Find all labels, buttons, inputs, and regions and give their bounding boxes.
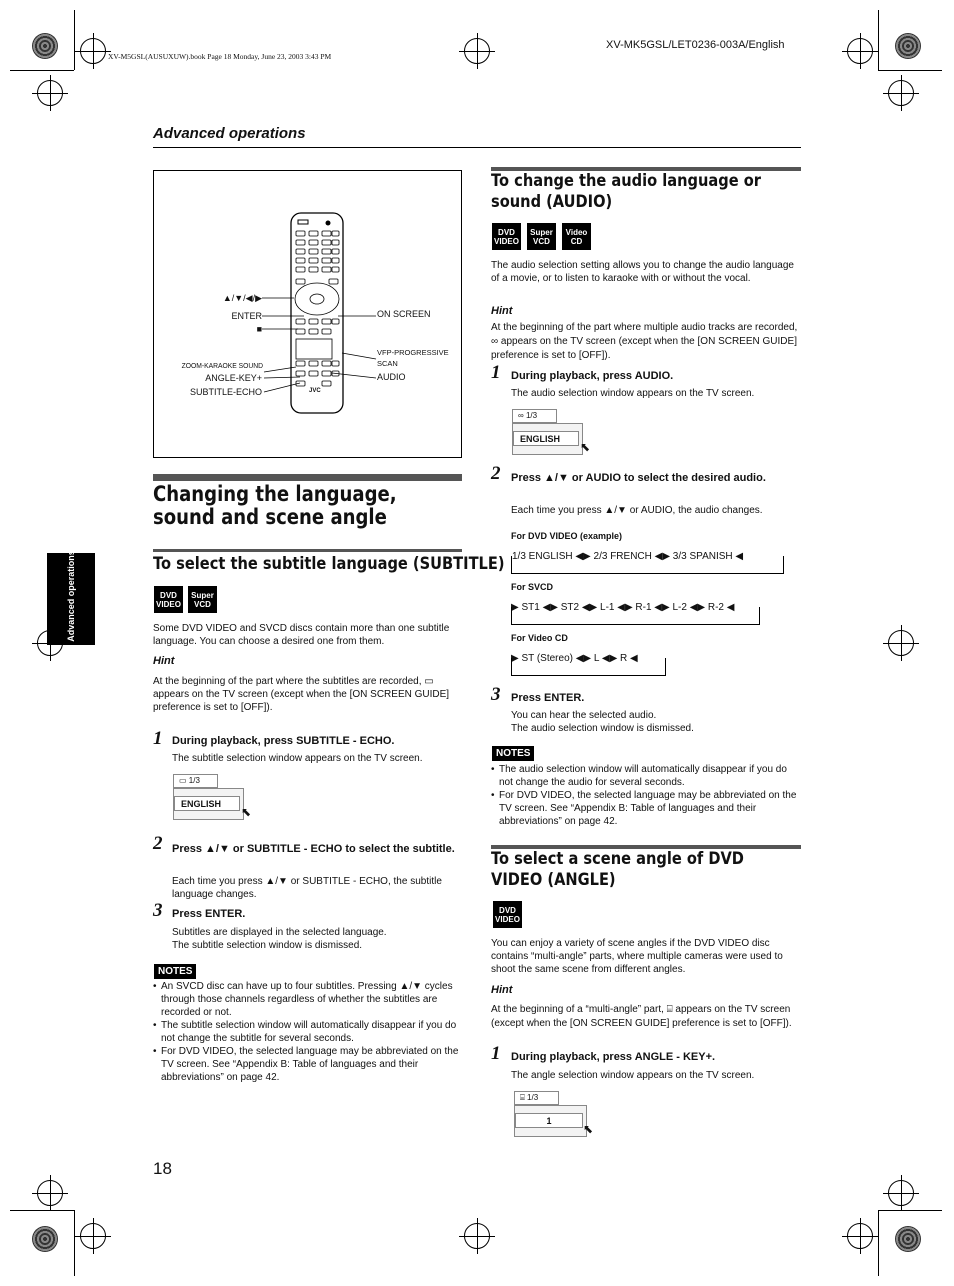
vcd-sequence: ▶ ST (Stereo) ◀▶ L ◀▶ R ◀ bbox=[511, 653, 638, 664]
audio-hint-label: Hint bbox=[491, 305, 513, 317]
registration-mark bbox=[80, 38, 106, 64]
label-zoom-karaoke: ZOOM-KARAOKE SOUND bbox=[181, 361, 263, 370]
registration-mark bbox=[888, 1180, 914, 1206]
registration-dot-tr bbox=[895, 33, 921, 59]
audio-step2-title: Press ▲/▼ or AUDIO to select the desired audio. bbox=[511, 472, 766, 484]
audio-heading: To change the audio language or sound (AUDIO) bbox=[491, 171, 762, 212]
side-tab bbox=[47, 550, 95, 645]
section-rule bbox=[153, 147, 801, 148]
dvd-video-badge: DVD VIDEO bbox=[154, 586, 183, 613]
registration-mark bbox=[37, 80, 63, 106]
audio-step1-title: During playback, press AUDIO. bbox=[511, 370, 674, 382]
subtitle-icon: ▭ bbox=[179, 776, 189, 785]
angle-intro: You can enjoy a variety of scene angles if the DVD VIDEO disc contains “multi-angle” parts, where multiple cameras were used to shoot the same scene from different angles. bbox=[491, 938, 783, 975]
dvd-video-badge: DVD VIDEO bbox=[492, 223, 521, 250]
label-arrows: ▲/▼/◀/▶ bbox=[222, 293, 262, 303]
registration-mark bbox=[888, 630, 914, 656]
vcd-label: For Video CD bbox=[511, 633, 568, 643]
cursor-icon: ⬉ bbox=[241, 805, 252, 819]
dvd-video-badge: DVD VIDEO bbox=[493, 901, 522, 928]
subtitle-hint: At the beginning of the part where the subtitles are recorded, ▭ appears on the TV screen (except when the [ON SCREEN GUIDE] preference is set to [OFF]). bbox=[153, 676, 450, 713]
label-stop: ■ bbox=[256, 324, 262, 334]
registration-mark bbox=[847, 1223, 873, 1249]
svcd-label: For SVCD bbox=[511, 582, 554, 592]
svcd-sequence: ▶ ST1 ◀▶ ST2 ◀▶ L-1 ◀▶ R-1 ◀▶ L-2 ◀▶ R-2 ◀ bbox=[511, 602, 735, 613]
audio-notes-label: NOTES bbox=[492, 746, 534, 761]
file-info: XV-M5GSL(AUSUXUW).book Page 18 Monday, June 23, 2003 3:43 PM bbox=[108, 52, 332, 61]
subtitle-notes-label: NOTES bbox=[154, 964, 196, 979]
step-number: 1 bbox=[491, 1043, 501, 1064]
audio-step3-body2: The audio selection window is dismissed. bbox=[511, 723, 694, 734]
list-item: • The subtitle selection window will automatically disappear if you do not change the subtitle for several seconds. bbox=[153, 1019, 463, 1045]
angle-step1-body: The angle selection window appears on the TV screen. bbox=[511, 1070, 755, 1081]
audio-osd-count: ∞ 1/3 bbox=[512, 409, 557, 423]
crop-line bbox=[74, 10, 75, 70]
subtitle-step3-body2: The subtitle selection window is dismissed. bbox=[172, 940, 363, 951]
video-cd-badge: Video CD bbox=[562, 223, 591, 250]
sequence-loop bbox=[511, 658, 666, 676]
subtitle-step1-body: The subtitle selection window appears on the TV screen. bbox=[172, 753, 423, 764]
subtitle-notes-list bbox=[153, 980, 463, 1084]
angle-hint-label: Hint bbox=[491, 984, 513, 996]
registration-dot-bl bbox=[32, 1226, 58, 1252]
angle-osd-count: ⌸ 1/3 bbox=[514, 1091, 559, 1105]
dvd-example-label: For DVD VIDEO (example) bbox=[511, 531, 623, 541]
subtitle-intro: Some DVD VIDEO and SVCD discs contain more than one subtitle language. You can choose a desired one from them. bbox=[153, 623, 450, 647]
remote-brand: JVC bbox=[309, 388, 321, 394]
super-vcd-badge: Super VCD bbox=[188, 586, 217, 613]
subtitle-step1-title: During playback, press SUBTITLE - ECHO. bbox=[172, 735, 395, 747]
registration-mark bbox=[80, 1223, 106, 1249]
subtitle-hint-label: Hint bbox=[153, 655, 175, 667]
step-number: 3 bbox=[491, 684, 501, 705]
audio-hint: At the beginning of the part where multiple audio tracks are recorded, ∞ appears on the TV screen (except when the [ON SCREEN GUIDE] preference is set to [OFF]). bbox=[491, 322, 798, 361]
crop-line bbox=[878, 1210, 879, 1276]
audio-osd-value: ENGLISH bbox=[513, 431, 579, 446]
crop-line bbox=[10, 70, 74, 71]
step-number: 1 bbox=[153, 728, 163, 749]
cursor-icon: ⬉ bbox=[583, 1122, 594, 1136]
crop-line bbox=[878, 70, 942, 71]
angle-hint: At the beginning of a “multi-angle” part, ⌸ appears on the TV screen (except when the [ON SCREEN GUIDE] preference is set to [OFF]). bbox=[491, 1004, 792, 1029]
registration-mark bbox=[888, 80, 914, 106]
label-audio: AUDIO bbox=[377, 372, 406, 382]
step-number: 2 bbox=[491, 463, 501, 484]
subtitle-step2-body: Each time you press ▲/▼ or SUBTITLE - ECHO, the subtitle language changes. bbox=[172, 876, 442, 900]
subtitle-osd-count: ▭ 1/3 bbox=[173, 774, 218, 788]
side-tab-label: Advanced operations bbox=[66, 550, 76, 642]
label-vfp: VFP-PROGRESSIVE SCAN bbox=[377, 348, 449, 368]
list-item: • For DVD VIDEO, the selected language may be abbreviated on the TV screen. See “Appendix B: Table of languages and their abbreviations” on page 42. bbox=[153, 1045, 463, 1084]
main-heading: Changing the language, sound and scene angle bbox=[153, 482, 397, 529]
cursor-icon: ⬉ bbox=[580, 440, 591, 454]
audio-step2-body: Each time you press ▲/▼ or AUDIO, the audio changes. bbox=[511, 505, 763, 516]
dvd-sequence: 1/3 ENGLISH ◀▶ 2/3 FRENCH ◀▶ 3/3 SPANISH ◀ bbox=[512, 551, 744, 562]
registration-dot-tl bbox=[32, 33, 58, 59]
remote-figure bbox=[153, 170, 462, 458]
camera-icon: ⌸ bbox=[520, 1093, 528, 1102]
subtitle-step3-body1: Subtitles are displayed in the selected language. bbox=[172, 927, 387, 938]
section-title: Advanced operations bbox=[153, 125, 306, 142]
crop-line bbox=[74, 1210, 75, 1276]
step-number: 3 bbox=[153, 900, 163, 921]
list-item: • An SVCD disc can have up to four subtitles. Pressing ▲/▼ cycles through those channels regardless of whether the subtitles are recorded or not. bbox=[153, 980, 463, 1019]
label-on-screen: ON SCREEN bbox=[377, 309, 431, 319]
list-item: • The audio selection window will automatically disappear if you do not change the audio for several seconds. bbox=[491, 763, 801, 789]
registration-mark bbox=[847, 38, 873, 64]
angle-osd-value: 1 bbox=[515, 1113, 583, 1128]
subheading-bar bbox=[153, 549, 462, 552]
subtitle-osd-value: ENGLISH bbox=[174, 796, 240, 811]
registration-mark bbox=[464, 38, 490, 64]
crop-line bbox=[10, 1210, 74, 1211]
step-number: 2 bbox=[153, 833, 163, 854]
label-subtitle-echo: SUBTITLE-ECHO bbox=[189, 387, 262, 397]
list-item: • For DVD VIDEO, the selected language may be abbreviated on the TV screen. See “Appendix B: Table of languages and their abbreviations” on page 42. bbox=[491, 789, 801, 828]
crop-line bbox=[878, 10, 879, 70]
audio-step1-body: The audio selection window appears on the TV screen. bbox=[511, 388, 755, 399]
audio-notes-list bbox=[491, 763, 801, 828]
subtitle-heading: To select the subtitle language (SUBTITLE) bbox=[153, 554, 505, 574]
crop-line bbox=[878, 1210, 942, 1211]
sequence-loop bbox=[511, 556, 784, 574]
audio-intro: The audio selection setting allows you to change the audio language of a movie, or to listen to karaoke with or without the vocal. bbox=[491, 260, 794, 284]
audio-icon: ∞ bbox=[518, 411, 526, 420]
super-vcd-badge: Super VCD bbox=[527, 223, 556, 250]
angle-heading: To select a scene angle of DVD VIDEO (ANGLE) bbox=[491, 849, 744, 890]
step-number: 1 bbox=[491, 362, 501, 383]
registration-mark bbox=[37, 1180, 63, 1206]
heading-bar bbox=[153, 474, 462, 481]
audio-step3-body1: You can hear the selected audio. bbox=[511, 710, 657, 721]
registration-dot-br bbox=[895, 1226, 921, 1252]
model-code: XV-MK5GSL/LET0236-003A/English bbox=[606, 39, 785, 51]
audio-step3-title: Press ENTER. bbox=[511, 692, 585, 704]
page-number: 18 bbox=[153, 1159, 172, 1178]
sequence-loop bbox=[511, 607, 760, 625]
subtitle-step2-title: Press ▲/▼ or SUBTITLE - ECHO to select the subtitle. bbox=[172, 843, 455, 855]
label-angle: ANGLE-KEY+ bbox=[205, 373, 262, 383]
subtitle-step3-title: Press ENTER. bbox=[172, 908, 246, 920]
registration-mark bbox=[464, 1223, 490, 1249]
angle-step1-title: During playback, press ANGLE - KEY+. bbox=[511, 1051, 716, 1063]
label-enter: ENTER bbox=[231, 311, 262, 321]
